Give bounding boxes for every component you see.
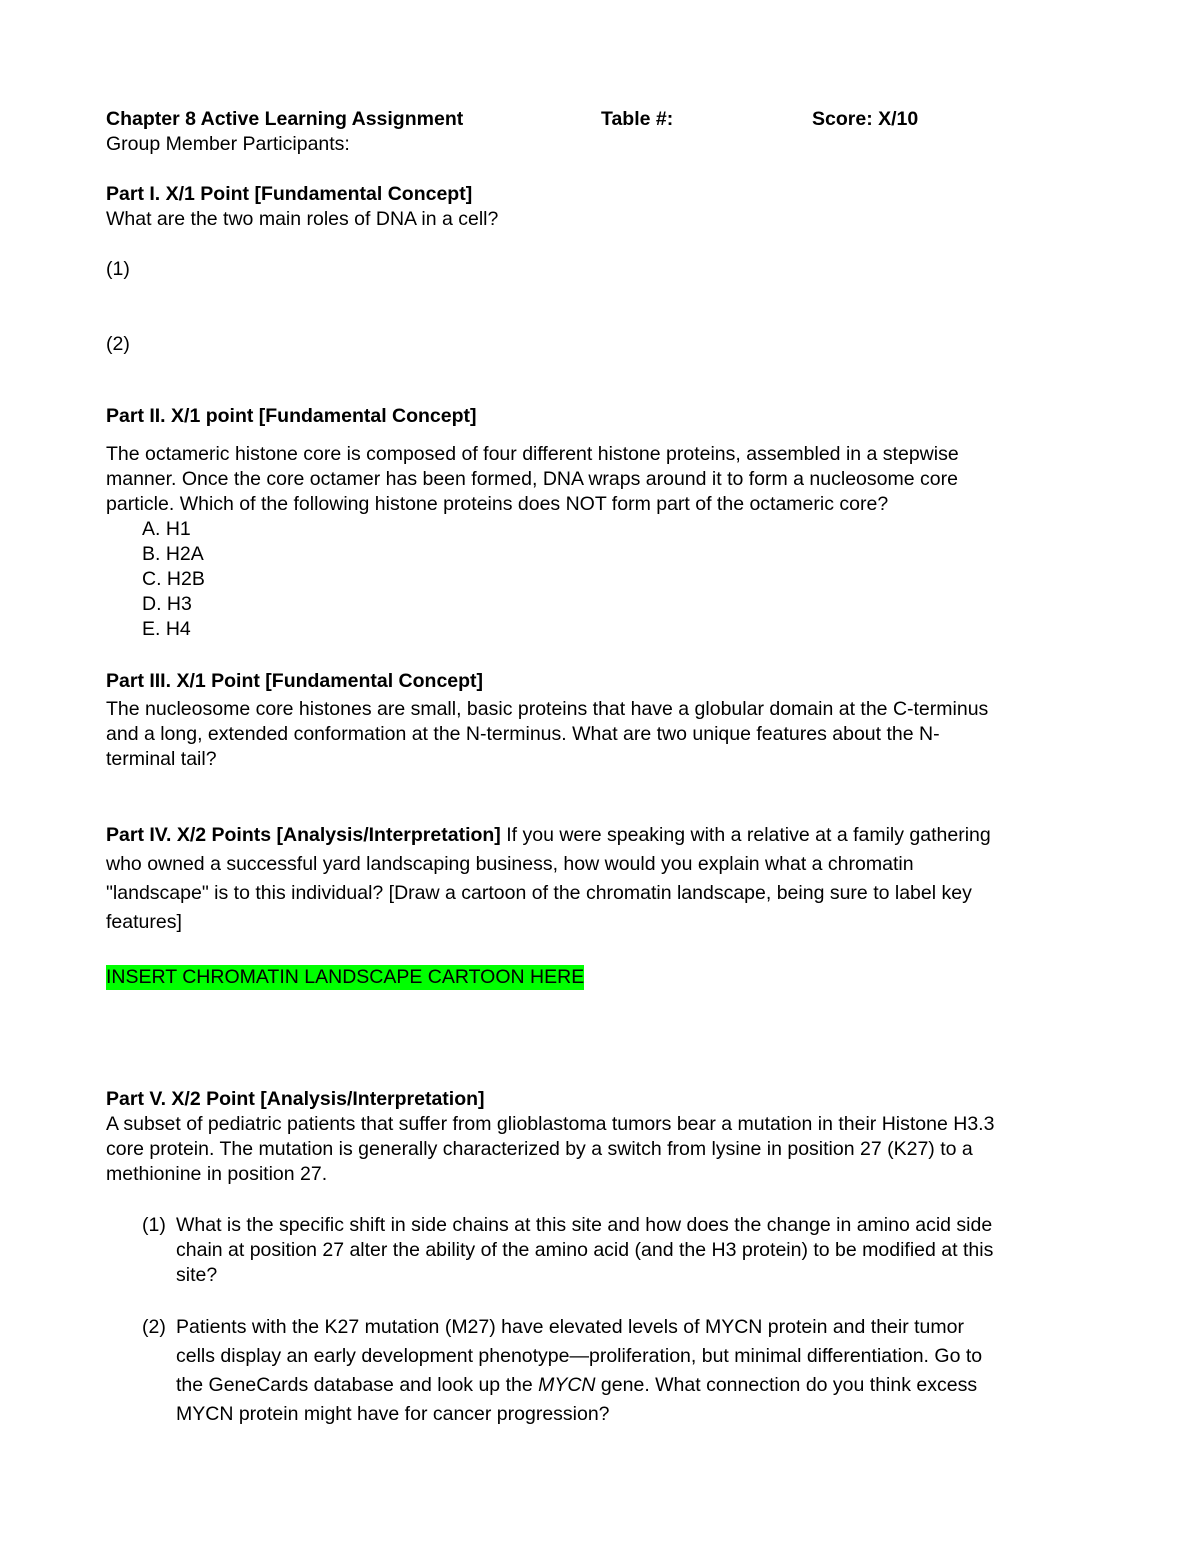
part-5-intro-line: A subset of pediatric patients that suffer from glioblastoma tumors bear a mutation in their Histone H3.3 [106, 1113, 995, 1135]
part-5-intro-line: core protein. The mutation is generally characterized by a switch from lysine in position 27 (K27) to a [106, 1138, 973, 1160]
assignment-title: Chapter 8 Active Learning Assignment [106, 108, 464, 130]
question-2-line: MYCN protein might have for cancer progression? [176, 1403, 610, 1425]
part-2-heading: Part II. X/1 point [Fundamental Concept] [106, 405, 477, 427]
part-4-question-line: who owned a successful yard landscaping business, how would you explain what a chromatin [106, 853, 914, 875]
part-4-question-line: "landscape" is to this individual? [Draw a cartoon of the chromatin landscape, being sure to label key [106, 882, 972, 904]
part-1 [106, 182, 1091, 232]
question-2-number: (2) [142, 1316, 166, 1338]
answer-1-label: (1) [106, 258, 130, 280]
question-1-number: (1) [142, 1214, 166, 1236]
part-2-question-line: The octameric histone core is composed of four different histone proteins, assembled in a stepwise [106, 443, 959, 465]
part-5 [106, 1087, 1091, 1187]
question-1-line: What is the specific shift in side chains at this site and how does the change in amino acid side [176, 1214, 993, 1236]
part-5-question-1 [106, 1213, 1091, 1288]
part-3-question-line: and a long, extended conformation at the N-terminus. What are two unique features about the N- [106, 723, 940, 745]
insert-cartoon-highlight: INSERT CHROMATIN LANDSCAPE CARTOON HERE [106, 966, 585, 988]
part-5-intro-line: methionine in position 27. [106, 1163, 328, 1185]
part-3-heading: Part III. X/1 Point [Fundamental Concept] [106, 670, 484, 692]
part-4-question-line: If you were speaking with a relative at a family gathering [500, 824, 991, 846]
part-3 [106, 669, 1091, 772]
cartoon-placeholder [106, 965, 1091, 990]
header-row [106, 107, 1091, 132]
part-1-question: What are the two main roles of DNA in a cell? [106, 208, 499, 230]
question-2-line: Patients with the K27 mutation (M27) have elevated levels of MYCN protein and their tumor [176, 1316, 964, 1338]
header [106, 107, 1091, 157]
question-2-line-3 [176, 1371, 1091, 1400]
group-members-label: Group Member Participants: [106, 133, 350, 155]
option-b: B. H2A [142, 543, 204, 565]
score-field: Score: X/10 [812, 108, 919, 130]
question-2-line-3-post: gene. What connection do you think excess [595, 1374, 978, 1396]
part-3-question-line: terminal tail? [106, 748, 217, 770]
part-5-heading: Part V. X/2 Point [Analysis/Interpretation] [106, 1088, 485, 1110]
question-1-line: chain at position 27 alter the ability of the amino acid (and the H3 protein) to be modified at this [176, 1239, 994, 1261]
part-1-answer-1 [106, 257, 1091, 282]
part-4-question-line: features] [106, 911, 182, 933]
part-4 [106, 821, 1091, 937]
part-4-heading: Part IV. X/2 Points [Analysis/Interpretation] [106, 824, 501, 846]
part-1-answer-2 [106, 332, 1091, 357]
answer-2-label: (2) [106, 333, 130, 355]
question-2-line: cells display an early development phenotype—proliferation, but minimal differentiation. Go to [176, 1345, 983, 1367]
option-d: D. H3 [142, 593, 192, 615]
option-a: A. H1 [142, 518, 191, 540]
question-1-line: site? [176, 1264, 218, 1286]
option-c: C. H2B [142, 568, 205, 590]
question-2-line-3-pre: the GeneCards database and look up the [176, 1374, 539, 1396]
part-2-question-line: particle. Which of the following histone proteins does NOT form part of the octameric core? [106, 493, 889, 515]
option-e: E. H4 [142, 618, 191, 640]
part-2-question-line: manner. Once the core octamer has been formed, DNA wraps around it to form a nucleosome core [106, 468, 958, 490]
part-2 [106, 404, 1091, 429]
part-3-question-line: The nucleosome core histones are small, basic proteins that have a globular domain at the C-terminus [106, 698, 989, 720]
part-5-question-2 [106, 1313, 1091, 1429]
part-1-heading: Part I. X/1 Point [Fundamental Concept] [106, 183, 473, 205]
mycn-gene-italic: MYCN [538, 1374, 596, 1396]
table-number-field: Table #: [601, 108, 674, 130]
part-2-options [106, 517, 1091, 642]
part-2-body [106, 442, 1091, 642]
